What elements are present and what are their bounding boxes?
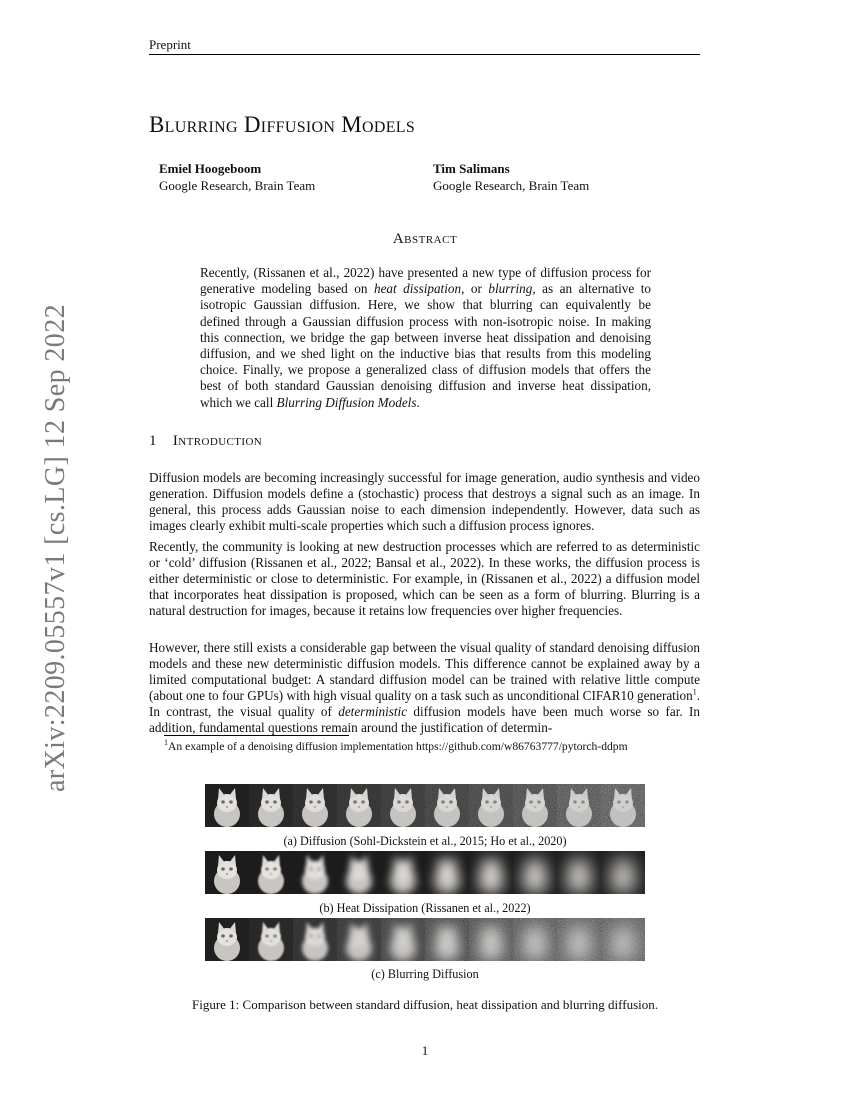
figure-frame: [381, 851, 425, 894]
figure-frame: [557, 784, 601, 827]
paper-title: Blurring Diffusion Models: [149, 112, 416, 137]
figure-frame: [557, 851, 601, 894]
section-number: 1: [149, 433, 157, 449]
arxiv-identifier-stamp: arXiv:2209.05557v1 [cs.LG] 12 Sep 2022: [40, 303, 71, 793]
figure-frame: [601, 851, 645, 894]
figure-frame: [425, 851, 469, 894]
footnote: $^1$An example of a denoising diffusion implementation https://github.com/w86763777/pytorch-ddpm: [164, 738, 628, 753]
figure-frame: [513, 784, 557, 827]
abstract-body: Recently, (Rissanen et al., 2022) have presented a new type of diffusion process for generative modeling based on heat dissipation, or blurring, as an alternative to isotropic Gaussian diffusion. Here, we show that blurring can equivalently be defined through a Gaussian diffusion process with non-isotropic noise. In making this connection, we bridge the gap between inverse heat dissipation and denoising diffusion, and we shed light on the inductive bias that results from this modeling choice. Finally, we propose a generalized class of diffusion models that offers the best of both standard Gaussian denoising diffusion and inverse heat dissipation, which we call Blurring Diffusion Models.: [200, 265, 651, 410]
figure-strip-heat-dissipation: [205, 851, 645, 894]
figure-frame: [337, 784, 381, 827]
figure-frame: [601, 918, 645, 961]
footnote-rule: [164, 735, 349, 736]
figure-frame: [469, 784, 513, 827]
figure-frame: [249, 918, 293, 961]
intro-paragraph-1: Diffusion models are becoming increasingly successful for image generation, audio synthesis and video generation. Diffusion models define a (stochastic) process that destroys a signal such as an image. In general, this process adds Gaussian noise to each dimension independently. However, data such as images clearly exhibit multi-scale properties which such a diffusion process ignores.: [149, 470, 700, 533]
figure-frame: [425, 784, 469, 827]
author-name: Tim Salimans: [433, 161, 510, 176]
subfigure-caption-c: (c) Blurring Diffusion: [371, 967, 479, 981]
figure-frame: [337, 851, 381, 894]
section-title: Introduction: [172, 433, 263, 449]
footnote-ref[interactable]: 1: [692, 687, 697, 697]
figure-frame: [293, 918, 337, 961]
figure-frame: [249, 851, 293, 894]
figure-frame: [205, 784, 249, 827]
figure-frame: [205, 851, 249, 894]
section-heading-introduction: [149, 433, 262, 450]
figure-frame: [381, 784, 425, 827]
figure-frame: [469, 918, 513, 961]
running-header: Preprint: [149, 37, 191, 52]
figure-frame: [337, 918, 381, 961]
figure-frame: [513, 851, 557, 894]
figure-frame: [557, 918, 601, 961]
author-block-1: [159, 161, 315, 194]
author-affiliation: Google Research, Brain Team: [433, 178, 590, 193]
figure-frame: [249, 784, 293, 827]
figure-frame: [513, 918, 557, 961]
abstract-heading: Abstract: [392, 231, 458, 247]
page-number: 1: [421, 1043, 429, 1058]
subfigure-caption-a: (a) Diffusion (Sohl-Dickstein et al., 2015; Ho et al., 2020): [283, 834, 567, 848]
author-affiliation: Google Research, Brain Team: [159, 178, 316, 193]
figure-frame: [425, 918, 469, 961]
author-block-2: [433, 161, 589, 194]
header-rule: [149, 54, 700, 55]
figure-frame: [381, 918, 425, 961]
figure-frame: [293, 784, 337, 827]
figure-frame: [293, 851, 337, 894]
figure-frame: [601, 784, 645, 827]
figure-frame: [469, 851, 513, 894]
author-name: Emiel Hoogeboom: [159, 161, 262, 176]
intro-paragraph-2: Recently, the community is looking at new destruction processes which are referred to as deterministic or ‘cold’ diffusion (Rissanen et al., 2022; Bansal et al., 2022). In these works, the diffusion process is either deterministic or close to deterministic. For example, in (Rissanen et al., 2022) a diffusion model that incorporates heat dissipation is proposed, which can be seen as a form of blurring. Blurring is a natural destruction for images, because it retains low frequencies over higher frequencies.: [149, 539, 700, 618]
figure-frame: [205, 918, 249, 961]
figure-strip-blurring-diffusion: [205, 918, 645, 961]
figure-strip-diffusion: [205, 784, 645, 827]
figure-caption: Figure 1: Comparison between standard diffusion, heat dissipation and blurring diffusion.: [191, 997, 658, 1012]
intro-paragraph-3: However, there still exists a considerable gap between the visual quality of standard denoising diffusion models and these new deterministic diffusion models. This difference cannot be explained away by a limited computational budget: A standard diffusion model can be trained with relative little compute (about one to four GPUs) with high visual quality on a task such as unconditional CIFAR10 generation$^1$. In contrast, the visual quality of deterministic diffusion models have been much worse so far. In addition, fundamental questions remain around the justification of determin-: [149, 640, 700, 735]
subfigure-caption-b: (b) Heat Dissipation (Rissanen et al., 2022): [319, 901, 531, 915]
